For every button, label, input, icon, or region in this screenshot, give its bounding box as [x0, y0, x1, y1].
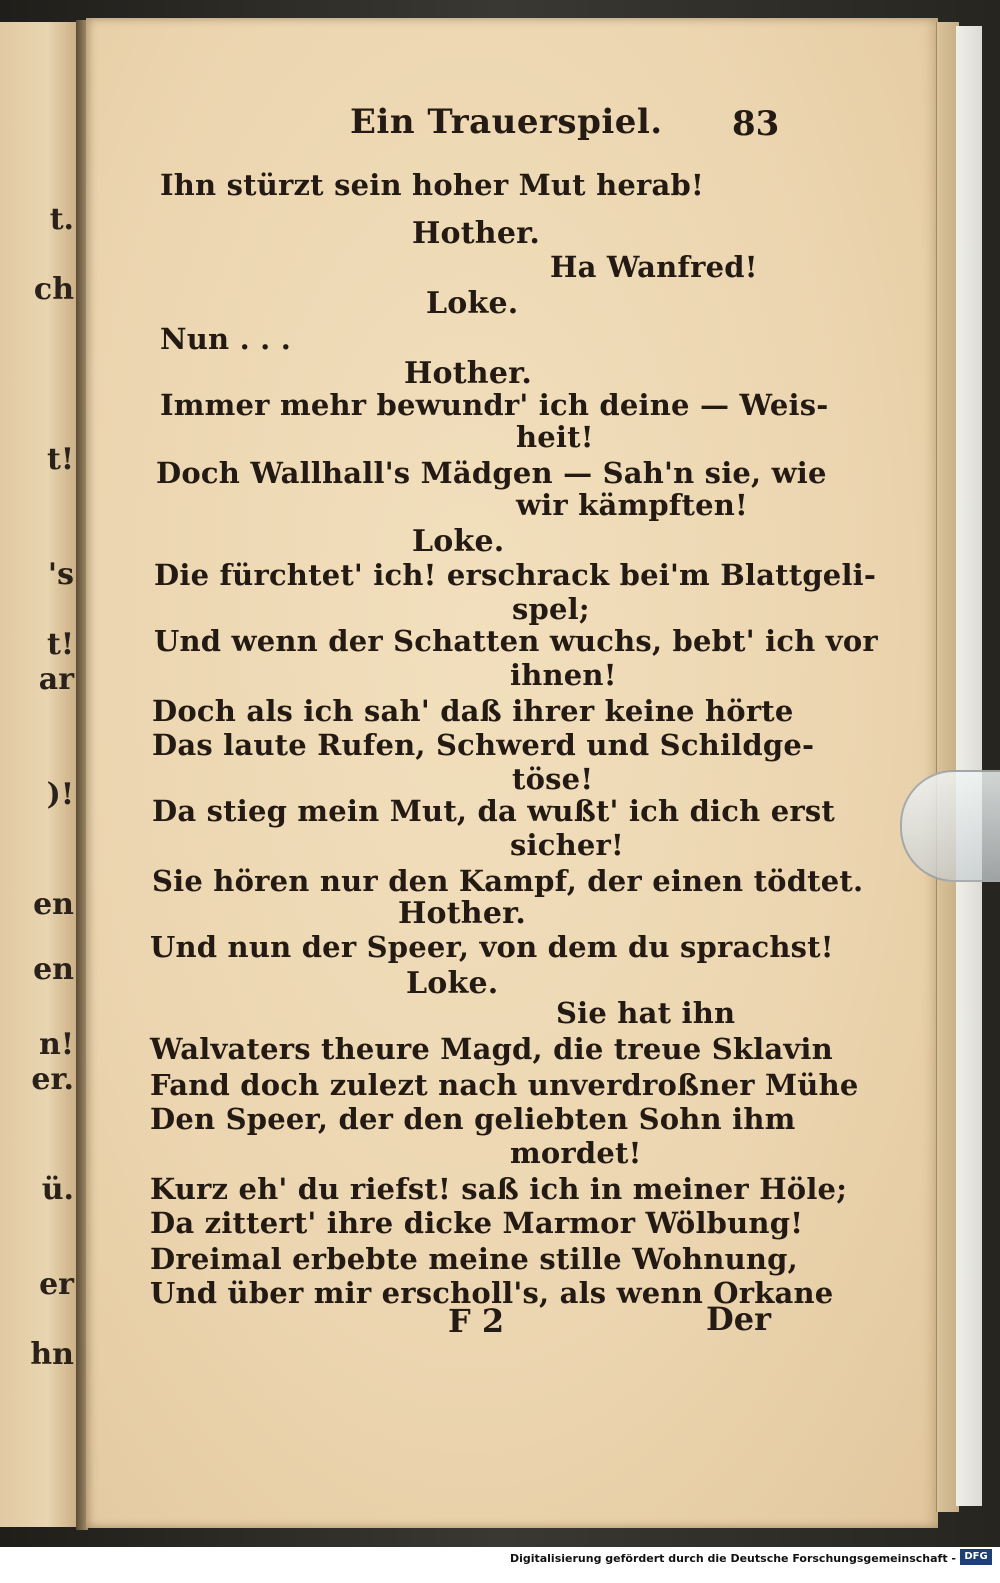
text-line: Doch Wallhall's Mädgen — Sah'n sie, wie: [156, 456, 827, 490]
text-line: Doch als ich sah' daß ihrer keine hörte: [152, 694, 794, 728]
text-line: Nun . . .: [160, 322, 292, 356]
left-fragment: ar: [38, 662, 74, 697]
left-fragment: en: [33, 887, 74, 922]
left-fragment: n!: [39, 1027, 74, 1062]
text-line: mordet!: [510, 1136, 642, 1170]
text-line: Die fürchtet' ich! erschrack bei'm Blattgeli-: [154, 558, 877, 592]
catchword: Der: [706, 1300, 771, 1338]
left-fragment: hn: [30, 1337, 74, 1372]
text-line: Und über mir erscholl's, als wenn Orkane: [150, 1276, 834, 1310]
left-fragment: t!: [46, 627, 74, 662]
text-line: Dreimal erbebte meine stille Wohnung,: [150, 1242, 798, 1276]
page-edge-white: [956, 26, 982, 1506]
text-line: ihnen!: [510, 658, 617, 692]
text-line: Das laute Rufen, Schwerd und Schildge-: [152, 728, 815, 762]
text-line: Ha Wanfred!: [550, 250, 758, 284]
text-line: Ihn stürzt sein hoher Mut herab!: [160, 168, 704, 202]
text-line: sicher!: [510, 828, 624, 862]
text-line: wir kämpften!: [516, 488, 748, 522]
left-fragment: ü.: [41, 1172, 74, 1207]
left-fragment: 's: [47, 557, 74, 592]
speaker-name: Hother.: [404, 356, 533, 391]
text-line: Und wenn der Schatten wuchs, bebt' ich vor: [154, 624, 878, 658]
text-line: Kurz eh' du riefst! saß ich in meiner Höle;: [150, 1172, 848, 1206]
credit-text: Digitalisierung gefördert durch die Deutsche Forschungsgemeinschaft -: [509, 1552, 956, 1565]
text-line: Da zittert' ihre dicke Marmor Wölbung!: [150, 1206, 804, 1240]
running-title: Ein Trauerspiel.: [350, 102, 663, 142]
dfg-logo: DFG: [960, 1549, 992, 1565]
left-fragment: er.: [31, 1062, 74, 1097]
text-line: Sie hat ihn: [556, 996, 736, 1030]
speaker-name: Hother.: [398, 896, 527, 931]
text-line: Und nun der Speer, von dem du sprachst!: [150, 930, 834, 964]
left-fragment: t.: [49, 202, 74, 237]
left-fragment: t!: [46, 442, 74, 477]
page-number: 83: [732, 104, 780, 144]
left-fragment: ch: [33, 272, 74, 307]
signature-mark: F 2: [448, 1302, 505, 1340]
text-line: Sie hören nur den Kampf, der einen tödtet.: [152, 864, 864, 898]
left-fragment: er: [39, 1267, 74, 1302]
text-line: Da stieg mein Mut, da wußt' ich dich erst: [152, 794, 835, 828]
page-clip: [900, 770, 1000, 882]
text-line: spel;: [512, 592, 590, 626]
text-line: töse!: [512, 762, 594, 796]
text-line: Immer mehr bewundr' ich deine — Weis-: [160, 388, 829, 422]
speaker-name: Loke.: [406, 966, 499, 1001]
speaker-name: Hother.: [412, 216, 541, 251]
text-line: heit!: [516, 420, 594, 454]
text-line: Walvaters theure Magd, die treue Sklavin: [150, 1032, 833, 1066]
left-fragment: )!: [46, 777, 74, 812]
left-fragment: en: [33, 952, 74, 987]
text-line: Fand doch zulezt nach unverdroßner Mühe: [150, 1068, 859, 1102]
speaker-name: Loke.: [426, 286, 519, 321]
speaker-name: Loke.: [412, 524, 505, 559]
text-line: Den Speer, der den geliebten Sohn ihm: [150, 1102, 796, 1136]
left-page-edge: [0, 22, 80, 1527]
